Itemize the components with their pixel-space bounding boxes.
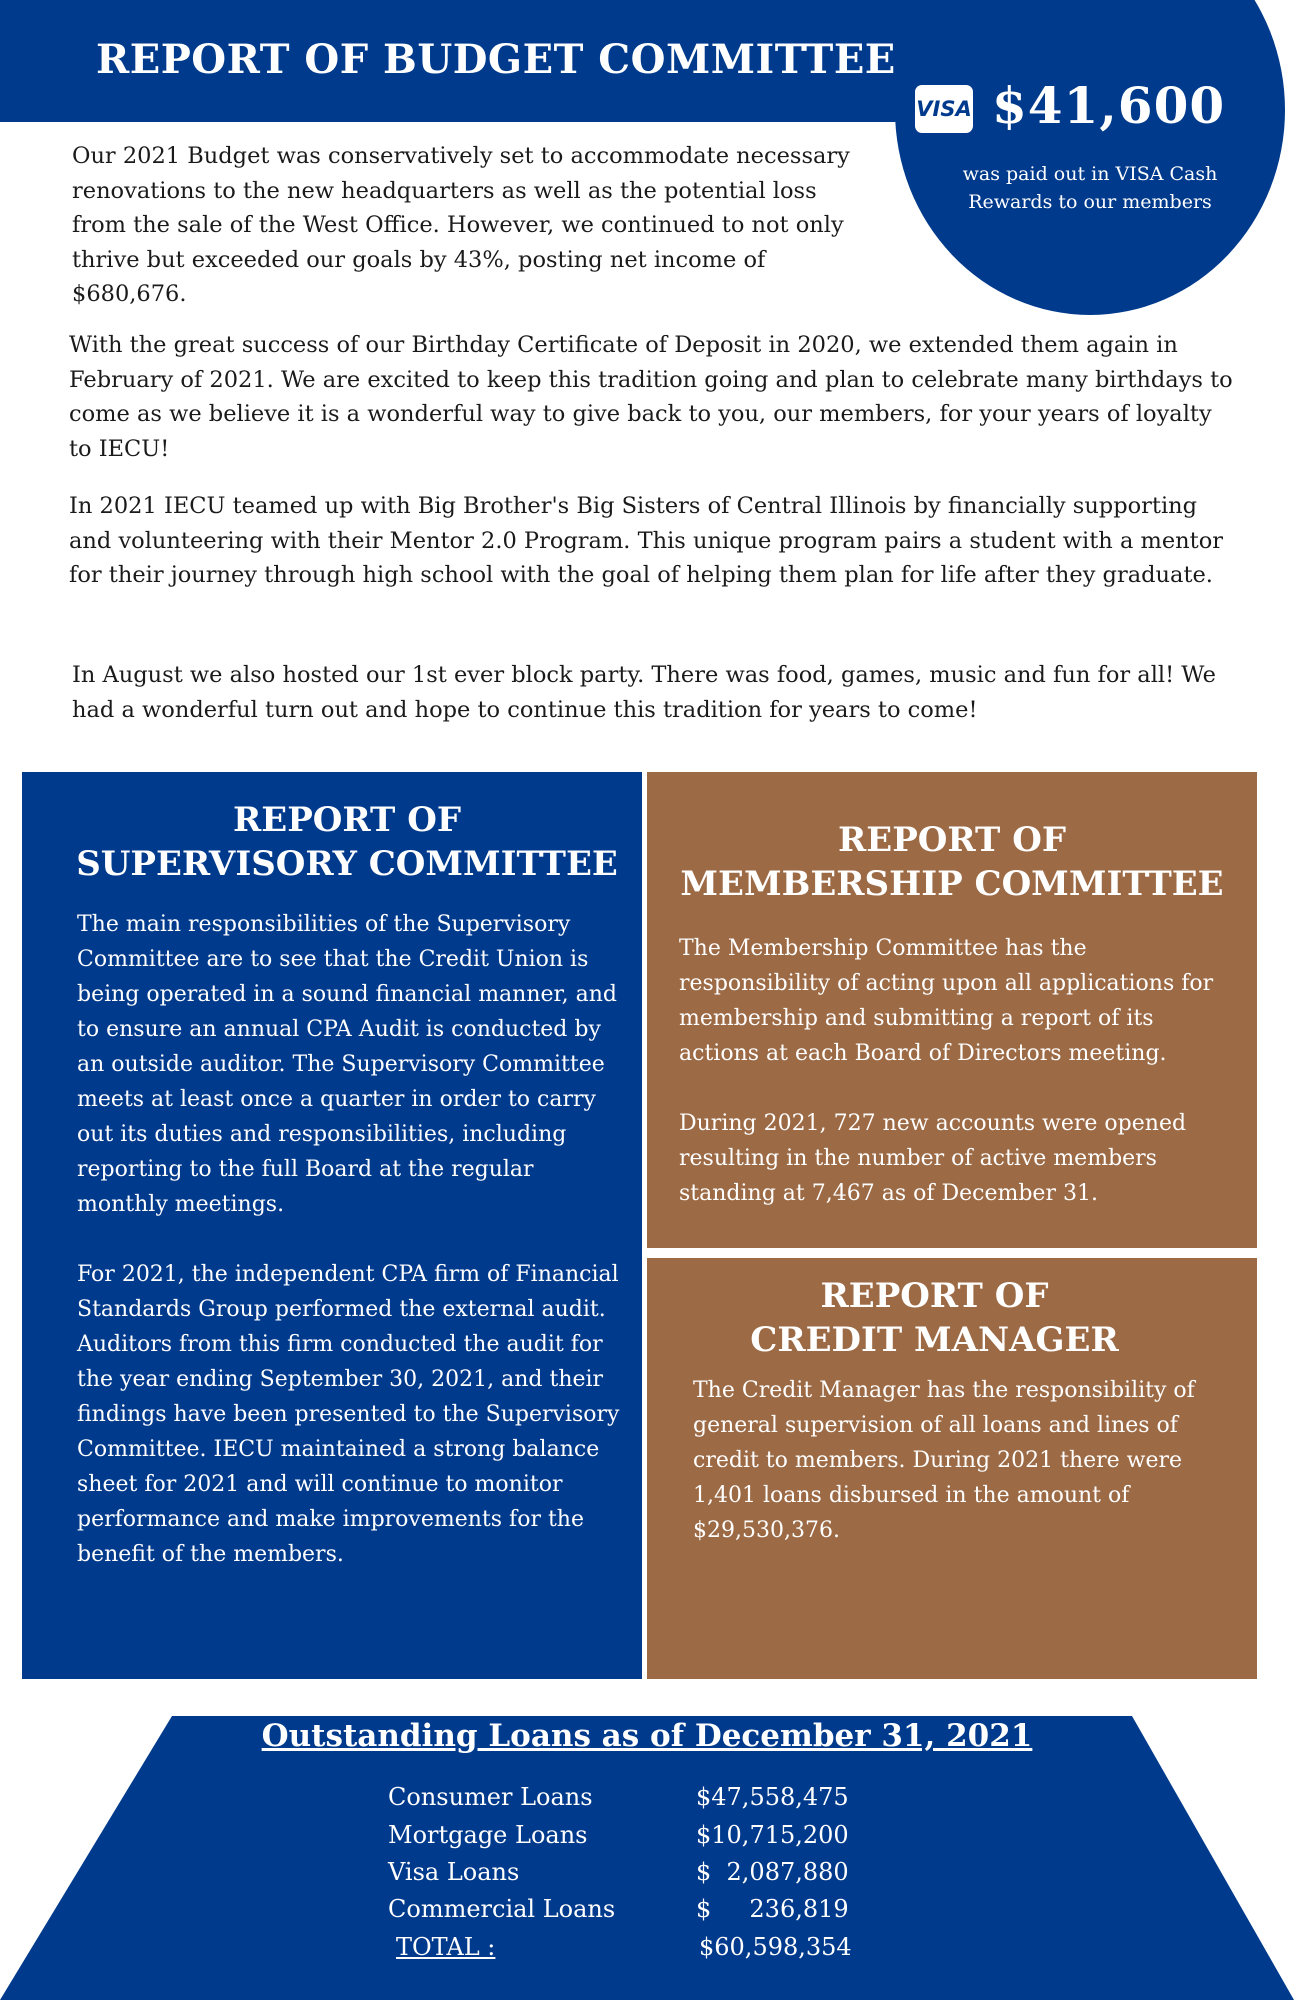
loan-total-amount: $60,598,354: [699, 1933, 852, 1961]
supervisory-title-line-2: SUPERVISORY COMMITTEE: [76, 844, 618, 884]
membership-committee-title: [647, 818, 1257, 906]
budget-paragraph-1: Our 2021 Budget was conservatively set to accommodate necessary renovations to the new headquarters as well as the potential loss from the sale of the West Office. However, we continued to not only thrive but exceeded our goals by 43%, posting net income of $680,676.: [72, 143, 850, 307]
membership-committee-body: [679, 931, 1239, 1211]
loan-row-visa: [388, 1858, 908, 1896]
membership-paragraph-1: The Membership Committee has the responsibility of acting upon all applications for membership and submitting a report of its actions at each Board of Directors meeting.: [679, 936, 1214, 1066]
outstanding-loans-title: Outstanding Loans as of December 31, 2021: [261, 1718, 1033, 1754]
credit-manager-paragraph-1: The Credit Manager has the responsibility of general supervision of all loans and lines of credit to members. During 2021 there were 1,401 loans disbursed in the amount of $29,530,376.: [693, 1378, 1195, 1543]
budget-paragraph-2: With the great success of our Birthday Certificate of Deposit in 2020, we extended them again in February of 2021. We are excited to keep this tradition going and plan to celebrate many birthdays to come as we believe it is a wonderful way to give back to you, our members, for your years of loyalty to IECU!: [69, 332, 1233, 462]
budget-title: REPORT OF BUDGET COMMITTEE: [96, 36, 896, 83]
loan-label: Mortgage Loans: [388, 1821, 588, 1849]
loan-row-mortgage: [388, 1821, 908, 1859]
budget-title-bar: [0, 0, 1000, 122]
loan-row-consumer: [388, 1783, 908, 1821]
loan-amount: $10,715,200: [696, 1821, 849, 1849]
budget-paragraph-3: In 2021 IECU teamed up with Big Brother's Big Sisters of Central Illinois by financially supporting and volunteering with their Mentor 2.0 Program. This unique program pairs a student with a mentor for their journey through high school with the goal of helping them plan for life after they graduate.: [69, 493, 1223, 588]
credit-manager-title-line-1: REPORT OF: [820, 1276, 1049, 1316]
membership-title-line-1: REPORT OF: [838, 820, 1066, 860]
loan-amount: $47,558,475: [696, 1783, 849, 1811]
budget-paragraph-4: In August we also hosted our 1st ever block party. There was food, games, music and fun for all! We had a wonderful turn out and hope to continue this tradition for years to come!: [72, 662, 1216, 723]
membership-paragraph-2: During 2021, 727 new accounts were opened resulting in the number of active members standing at 7,467 as of December 31.: [679, 1111, 1187, 1206]
credit-manager-title: [647, 1274, 1222, 1362]
supervisory-paragraph-1: The main responsibilities of the Supervisory Committee are to see that the Credit Union is being operated in a sound financial manner, and to ensure an annual CPA Audit is conducted by an outside auditor. The Supervisory Committee meets at least once a quarter in order to carry out its duties and responsibilities, including reporting to the full Board at the regular monthly meetings.: [77, 912, 617, 1217]
credit-manager-body: [693, 1373, 1213, 1548]
supervisory-committee-body: [77, 907, 630, 1572]
loan-label: Consumer Loans: [388, 1783, 593, 1811]
visa-card-icon: VISA: [915, 85, 973, 133]
visa-rewards-circle: [895, 0, 1285, 315]
membership-title-line-2: MEMBERSHIP COMMITTEE: [680, 864, 1224, 904]
loan-amount: $ 236,819: [696, 1895, 849, 1923]
supervisory-title-line-1: REPORT OF: [233, 800, 461, 840]
supervisory-paragraph-2: For 2021, the independent CPA firm of Financial Standards Group performed the external audit. Auditors from this firm conducted the audit for the year ending September 30, 2021, and their findings have been presented to the Supervisory Committee. IECU maintained a strong balance sheet for 2021 and will continue to monitor performance and make improvements for the benefit of the members.: [77, 1262, 620, 1567]
visa-rewards-amount: $41,600: [992, 76, 1226, 135]
loan-amount: $ 2,087,880: [696, 1858, 849, 1886]
loan-label: Visa Loans: [388, 1858, 520, 1886]
loan-row-commercial: [388, 1895, 908, 1933]
loan-row-total: [388, 1933, 908, 1971]
credit-manager-title-line-2: CREDIT MANAGER: [750, 1320, 1119, 1360]
visa-rewards-caption: was paid out in VISA Cash Rewards to our members: [962, 163, 1218, 213]
panel-divider: [651, 1250, 1255, 1255]
loan-label: Commercial Loans: [388, 1895, 616, 1923]
supervisory-committee-title: [22, 798, 672, 886]
loan-total-label: TOTAL :: [396, 1933, 496, 1961]
